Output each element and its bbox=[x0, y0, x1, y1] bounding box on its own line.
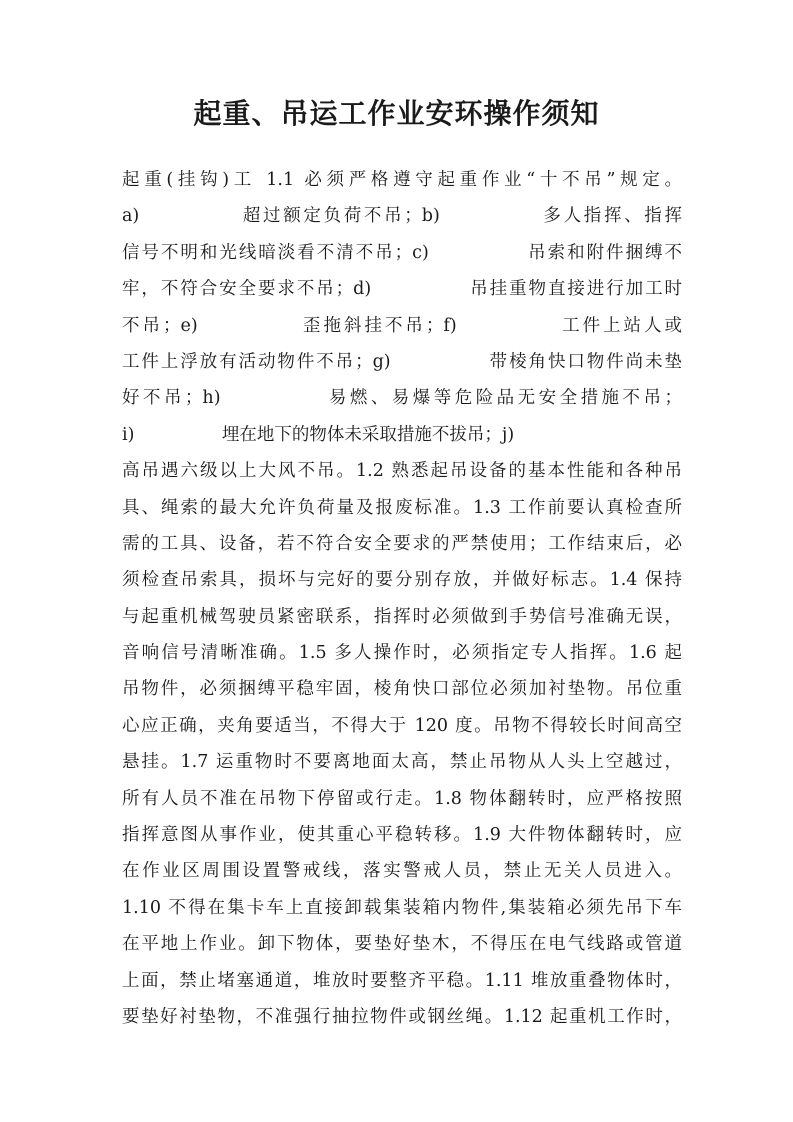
body-line: 不吊；e) 歪拖斜挂不吊；f) 工件上站人或 bbox=[122, 315, 682, 336]
body-line: 好不吊；h) 易燃、易爆等危险品无安全措施不吊； bbox=[122, 388, 682, 409]
body-line: 高吊遇六级以上大风不吊。1.2 熟悉起吊设备的基本性能和各种吊 bbox=[122, 461, 682, 482]
body-line: 悬挂。1.7 运重物时不要离地面太高，禁止吊物从人头上空越过， bbox=[122, 752, 682, 773]
body-line: 与起重机械驾驶员紧密联系，指挥时必须做到手势信号准确无误， bbox=[122, 606, 682, 627]
body-line: 所有人员不准在吊物下停留或行走。1.8 物体翻转时，应严格按照 bbox=[122, 788, 682, 809]
body-line: 具、绳索的最大允许负荷量及报废标准。1.3 工作前要认真检查所 bbox=[122, 497, 682, 518]
body-line: 心应正确，夹角要适当，不得大于 120 度。吊物不得较长时间高空 bbox=[122, 715, 682, 736]
body-line: 在平地上作业。卸下物体，要垫好垫木，不得压在电气线路或管道 bbox=[122, 934, 682, 955]
body-line: 工件上浮放有活动物件不吊；g) 带棱角快口物件尚未垫 bbox=[122, 351, 682, 372]
body-line: 需的工具、设备，若不符合安全要求的严禁使用；工作结束后，必 bbox=[122, 533, 682, 554]
body-line: 信号不明和光线暗淡看不清不吊；c) 吊索和附件捆缚不 bbox=[122, 242, 682, 263]
body-line: 指挥意图从事作业，使其重心平稳转移。1.9 大件物体翻转时，应 bbox=[122, 825, 682, 846]
body-line: 上面，禁止堵塞通道，堆放时要整齐平稳。1.11 堆放重叠物体时， bbox=[122, 970, 682, 991]
body-line: 须检查吊索具，损坏与完好的要分别存放，并做好标志。1.4 保持 bbox=[122, 570, 682, 591]
body-line: 1.10 不得在集卡车上直接卸载集装箱内物件,集装箱必须先吊下车 bbox=[122, 897, 682, 918]
body-line: 起重(挂钩)工 1.1 必须严格遵守起重作业“十不吊”规定。 bbox=[122, 170, 682, 190]
body-line: 在作业区周围设置警戒线，落实警戒人员，禁止无关人员进入。 bbox=[122, 861, 682, 882]
body-line: 牢，不符合安全要求不吊；d) 吊挂重物直接进行加工时 bbox=[122, 279, 682, 300]
body-line: 吊物件，必须捆缚平稳牢固，棱角快口部位必须加衬垫物。吊位重 bbox=[122, 679, 682, 700]
document-body bbox=[122, 162, 682, 1035]
body-line: i) 埋在地下的物体未采取措施不拔吊；j) bbox=[122, 424, 515, 445]
body-line: 音响信号清晰准确。1.5 多人操作时，必须指定专人指挥。1.6 起 bbox=[122, 643, 682, 664]
body-line: 要垫好衬垫物，不准强行抽拉物件或钢丝绳。1.12 起重机工作时， bbox=[122, 1006, 682, 1027]
body-line: a) 超过额定负荷不吊；b) 多人指挥、指挥 bbox=[122, 206, 682, 227]
document-title: 起重、吊运工作业安环操作须知 bbox=[193, 97, 600, 130]
